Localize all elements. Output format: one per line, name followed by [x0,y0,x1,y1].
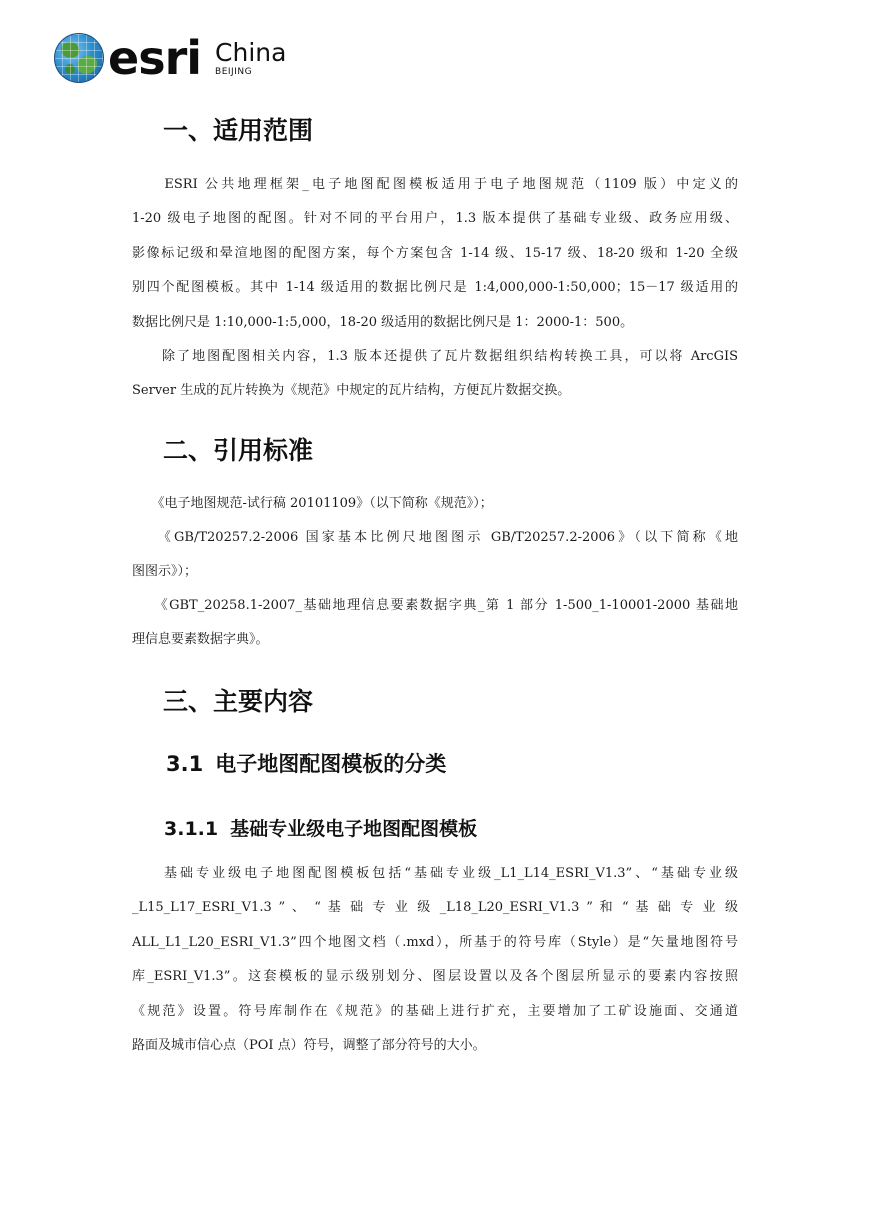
paragraph-line: Server 生成的瓦片转换为《规范》中规定的瓦片结构，方便瓦片数据交换。 [132,383,571,399]
brand-region [215,37,287,77]
subsection-number: 3.1 [166,752,204,776]
paragraph-line: 理信息要素数据字典》。 [132,632,269,648]
brand-city: BEIJING [215,66,253,77]
paragraph-line: 图图示》）； [132,564,198,580]
paragraph-line: ALL_L1_L20_ESRI_V1.3”四个地图文档（.mxd），所基于的符号库（Style）是“矢量地图符号 [132,934,738,950]
section-1-paragraph-2 [132,340,738,409]
paragraph-line: 数据比例尺是 1:10,000-1:5,000，18-20 级适用的数据比例尺是 1：2000-1：500。 [132,314,634,330]
paragraph-line: _L15_L17_ESRI_V1.3 ” 、 “ 基 础 专 业 级 _L18_L20_ESRI_V1.3 ” 和 “ 基 础 专 业 级 [132,900,738,916]
paragraph-line: 《GBT_20258.1-2007_基础地理信息要素数据字典_第 1 部分 1-500_1-10001-2000 基础地 [132,598,738,613]
paragraph-line: 《GB/T20257.2-2006 国家基本比例尺地图图示 GB/T20257.2-2006》（以下简称《地 [132,530,738,545]
paragraph-line: 除了地图配图相关内容，1.3 版本还提供了瓦片数据组织结构转换工具，可以将 ArcGIS [132,349,738,364]
subsection-title: 基础专业级电子地图配图模板 [230,818,478,840]
paragraph-line: 1-20 级电子地图的配图。针对不同的平台用户，1.3 版本提供了基础专业级、政务应用级、 [132,211,738,227]
paragraph-line: 别四个配图模板。其中 1-14 级适用的数据比例尺是 1:4,000,000-1:50,000；15－17 级适用的 [132,280,738,296]
brand-country: China [215,37,287,67]
paragraph-line: 路面及城市信心点（POI 点）符号，调整了部分符号的大小。 [132,1037,486,1053]
subsection-number: 3.1.1 [164,818,219,840]
paragraph-line: 《规范》设置。符号库制作在《规范》的基础上进行扩充，主要增加了工矿设施面、交通道 [132,1003,738,1019]
section-3-paragraph-1 [132,857,738,1063]
paragraph-line: 《电子地图规范-试行稿 20101109》（以下简称《规范》）； [132,496,493,511]
section-2-reference-3 [132,589,738,658]
esri-china-logo [54,32,286,84]
section-1-heading: 一、适用范围 [163,116,314,145]
section-2-reference-2 [132,521,738,590]
section-3-heading: 三、主要内容 [163,687,314,716]
paragraph-line: ESRI 公共地理框架_电子地图配图模板适用于电子地图规范（1109 版）中定义的 [132,177,738,192]
section-1-paragraph-1 [132,168,738,340]
section-2-reference-1 [132,487,738,521]
brand-wordmark: esri [108,31,202,85]
section-2-heading: 二、引用标准 [163,436,314,465]
globe-icon [54,33,104,83]
paragraph-line: 库_ESRI_V1.3”。这套模板的显示级别划分、图层设置以及各个图层所显示的要素内容按照 [132,969,738,985]
subsection-title: 电子地图配图模板的分类 [215,752,447,776]
paragraph-line: 影像标记级和晕渲地图的配图方案，每个方案包含 1-14 级、15-17 级、18-20 级和 1-20 全级 [132,245,738,261]
subsection-3-1-1-heading [164,814,477,841]
subsection-3-1-heading [166,748,446,778]
paragraph-line: 基础专业级电子地图配图模板包括“基础专业级_L1_L14_ESRI_V1.3”、“基础专业级 [132,866,738,881]
